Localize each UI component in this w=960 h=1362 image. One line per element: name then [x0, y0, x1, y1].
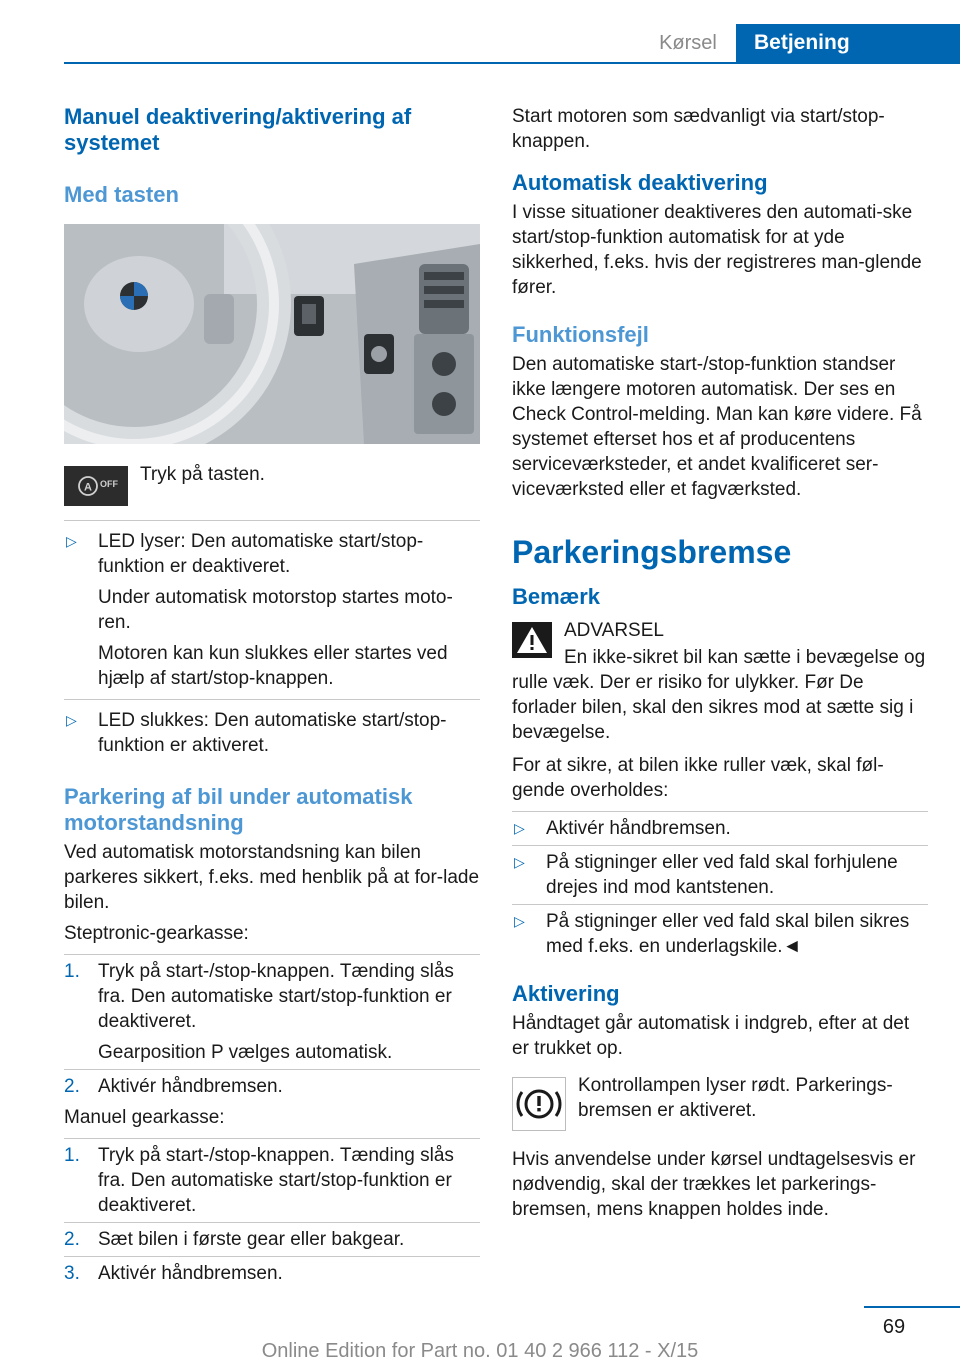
list-item-text: LED slukkes: Den automatiske start/stop-funktion er aktiveret.	[98, 710, 447, 756]
list-item	[64, 1074, 480, 1099]
header-rule	[64, 62, 960, 64]
heading-parking-auto-stop: Parkering af bil under automatisk motorstandsning	[64, 784, 413, 835]
warning-text: En ikke-sikret bil kan sætte i bevægelse og rulle væk. Der er risiko for ulykker. Før De forlader bilen, skal den sikres mod at sætte sig i bevægelse.	[512, 647, 926, 743]
emergency-paragraph: Hvis anvendelse under kørsel undtagelsesvis er nødvendig, skal der trækkes let parkerings-bremsen, mens knappen holdes inde.	[512, 1149, 916, 1220]
heading-parking-brake: Parkeringsbremse	[512, 534, 792, 570]
list-item	[64, 959, 480, 1065]
list-item-text: Sæt bilen i første gear eller bakgear.	[98, 1229, 405, 1250]
lamp-paragraph: Kontrollampen lyser rødt. Parkerings-bremsen er aktiveret.	[578, 1075, 893, 1121]
lamp-block	[512, 1073, 928, 1131]
steptronic-label: Steptronic-gearkasse:	[64, 923, 249, 944]
manual-gear-label: Manuel gearkasse:	[64, 1107, 225, 1128]
parking-brake-warning-icon	[512, 1077, 566, 1131]
list-number: 1.	[64, 961, 80, 982]
warning-title: ADVARSEL	[564, 620, 664, 641]
footer-rule	[864, 1306, 960, 1308]
list-number: 1.	[64, 1145, 80, 1166]
divider	[64, 1138, 480, 1139]
divider	[64, 1069, 480, 1070]
parking-paragraph: Ved automatisk motorstandsning kan bilen parkeres sikkert, f.eks. med henblik på at for-lade bilen.	[64, 842, 480, 913]
list-item-text: Aktivér håndbremsen.	[98, 1076, 283, 1097]
list-item	[64, 708, 480, 758]
dashboard-photo	[64, 224, 480, 444]
page-number: 69	[882, 1316, 906, 1338]
list-item	[64, 529, 480, 691]
list-number: 3.	[64, 1263, 80, 1284]
secure-paragraph: For at sikre, at bilen ikke ruller væk, skal føl-gende overholdes:	[512, 755, 884, 801]
list-item-text: Tryk på start-/stop-knappen. Tænding slås fra. Den automatiske start/stop-funktion er deaktiveret.	[98, 1145, 454, 1216]
auto-start-stop-off-icon	[64, 466, 128, 506]
heading-activation: Aktivering	[512, 981, 620, 1006]
list-item	[512, 850, 928, 900]
header-tab-korsel[interactable]: Kørsel	[659, 32, 717, 54]
warning-block	[512, 618, 928, 745]
divider	[512, 811, 928, 812]
activation-paragraph: Håndtaget går automatisk i indgreb, efter at det er trukket op.	[512, 1013, 910, 1059]
press-button-text: Tryk på tasten.	[140, 464, 265, 485]
divider	[64, 1256, 480, 1257]
heading-auto-deactivation: Automatisk deaktivering	[512, 170, 768, 195]
divider	[64, 699, 480, 700]
list-item-text: Motoren kan kun slukkes eller startes ved hjælp af start/stop-knappen.	[98, 643, 448, 689]
right-column	[512, 100, 928, 1222]
list-number: 2.	[64, 1076, 80, 1097]
list-item	[64, 1143, 480, 1218]
triangle-bullet-icon: ▷	[514, 854, 525, 870]
divider	[64, 1222, 480, 1223]
list-item	[512, 816, 928, 841]
list-number: 2.	[64, 1229, 80, 1250]
triangle-bullet-icon: ▷	[514, 820, 525, 836]
list-item-text: LED lyser: Den automatiske start/stop-funktion er deaktiveret.	[98, 531, 424, 577]
list-item	[64, 1261, 480, 1286]
auto-deactivation-paragraph: I visse situationer deaktiveres den automati-ske start/stop-funktion automatisk for at yde sikkerhed, f.eks. hvis der registreres man-glende fører.	[512, 202, 922, 298]
heading-note: Bemærk	[512, 584, 601, 609]
list-item	[64, 1227, 480, 1252]
list-item-text: På stigninger eller ved fald skal bilen sikres med f.eks. en underlagskile.◄	[546, 911, 910, 957]
off-label: OFF	[100, 479, 118, 489]
left-column	[64, 100, 480, 1286]
list-item-text: Aktivér håndbremsen.	[98, 1263, 283, 1284]
header-tab-betjening[interactable]: Betjening	[736, 24, 960, 64]
divider	[64, 954, 480, 955]
steering-wheel-illustration	[64, 224, 480, 444]
divider	[512, 845, 928, 846]
start-engine-paragraph: Start motoren som sædvanligt via start/stop-knappen.	[512, 106, 885, 152]
svg-text:A: A	[84, 481, 92, 494]
heading-malfunction: Funktionsfejl	[512, 322, 649, 347]
list-item-text: Aktivér håndbremsen.	[546, 818, 731, 839]
warning-triangle-icon	[512, 622, 552, 658]
heading-manual-deactivation: Manuel deaktivering/aktivering af systemet	[64, 104, 412, 155]
malfunction-paragraph: Den automatiske start-/stop-funktion standser ikke længere motoren automatisk. Der ses en Check Control-melding. Man kan køre videre. Få systemet efterset hos et af producentens serviceværksteder, et andet kvalificeret ser-viceværksted eller et fagværksted.	[512, 354, 922, 500]
triangle-bullet-icon: ▷	[514, 913, 525, 929]
heading-with-button: Med tasten	[64, 182, 179, 207]
triangle-bullet-icon: ▷	[66, 533, 77, 549]
footer-edition: Online Edition for Part no. 01 40 2 966 112 - X/15	[261, 1340, 699, 1362]
triangle-bullet-icon: ▷	[66, 712, 77, 728]
list-item-text: Tryk på start-/stop-knappen. Tænding slås fra. Den automatiske start/stop-funktion er deaktiveret.	[98, 961, 454, 1032]
list-item-text: Under automatisk motorstop startes moto-ren.	[98, 587, 453, 633]
divider	[512, 904, 928, 905]
divider	[64, 520, 480, 521]
list-item-text: På stigninger eller ved fald skal forhjulene drejes ind mod kantstenen.	[546, 852, 898, 898]
list-item	[512, 909, 928, 959]
list-item-text: Gearposition P vælges automatisk.	[98, 1042, 393, 1063]
